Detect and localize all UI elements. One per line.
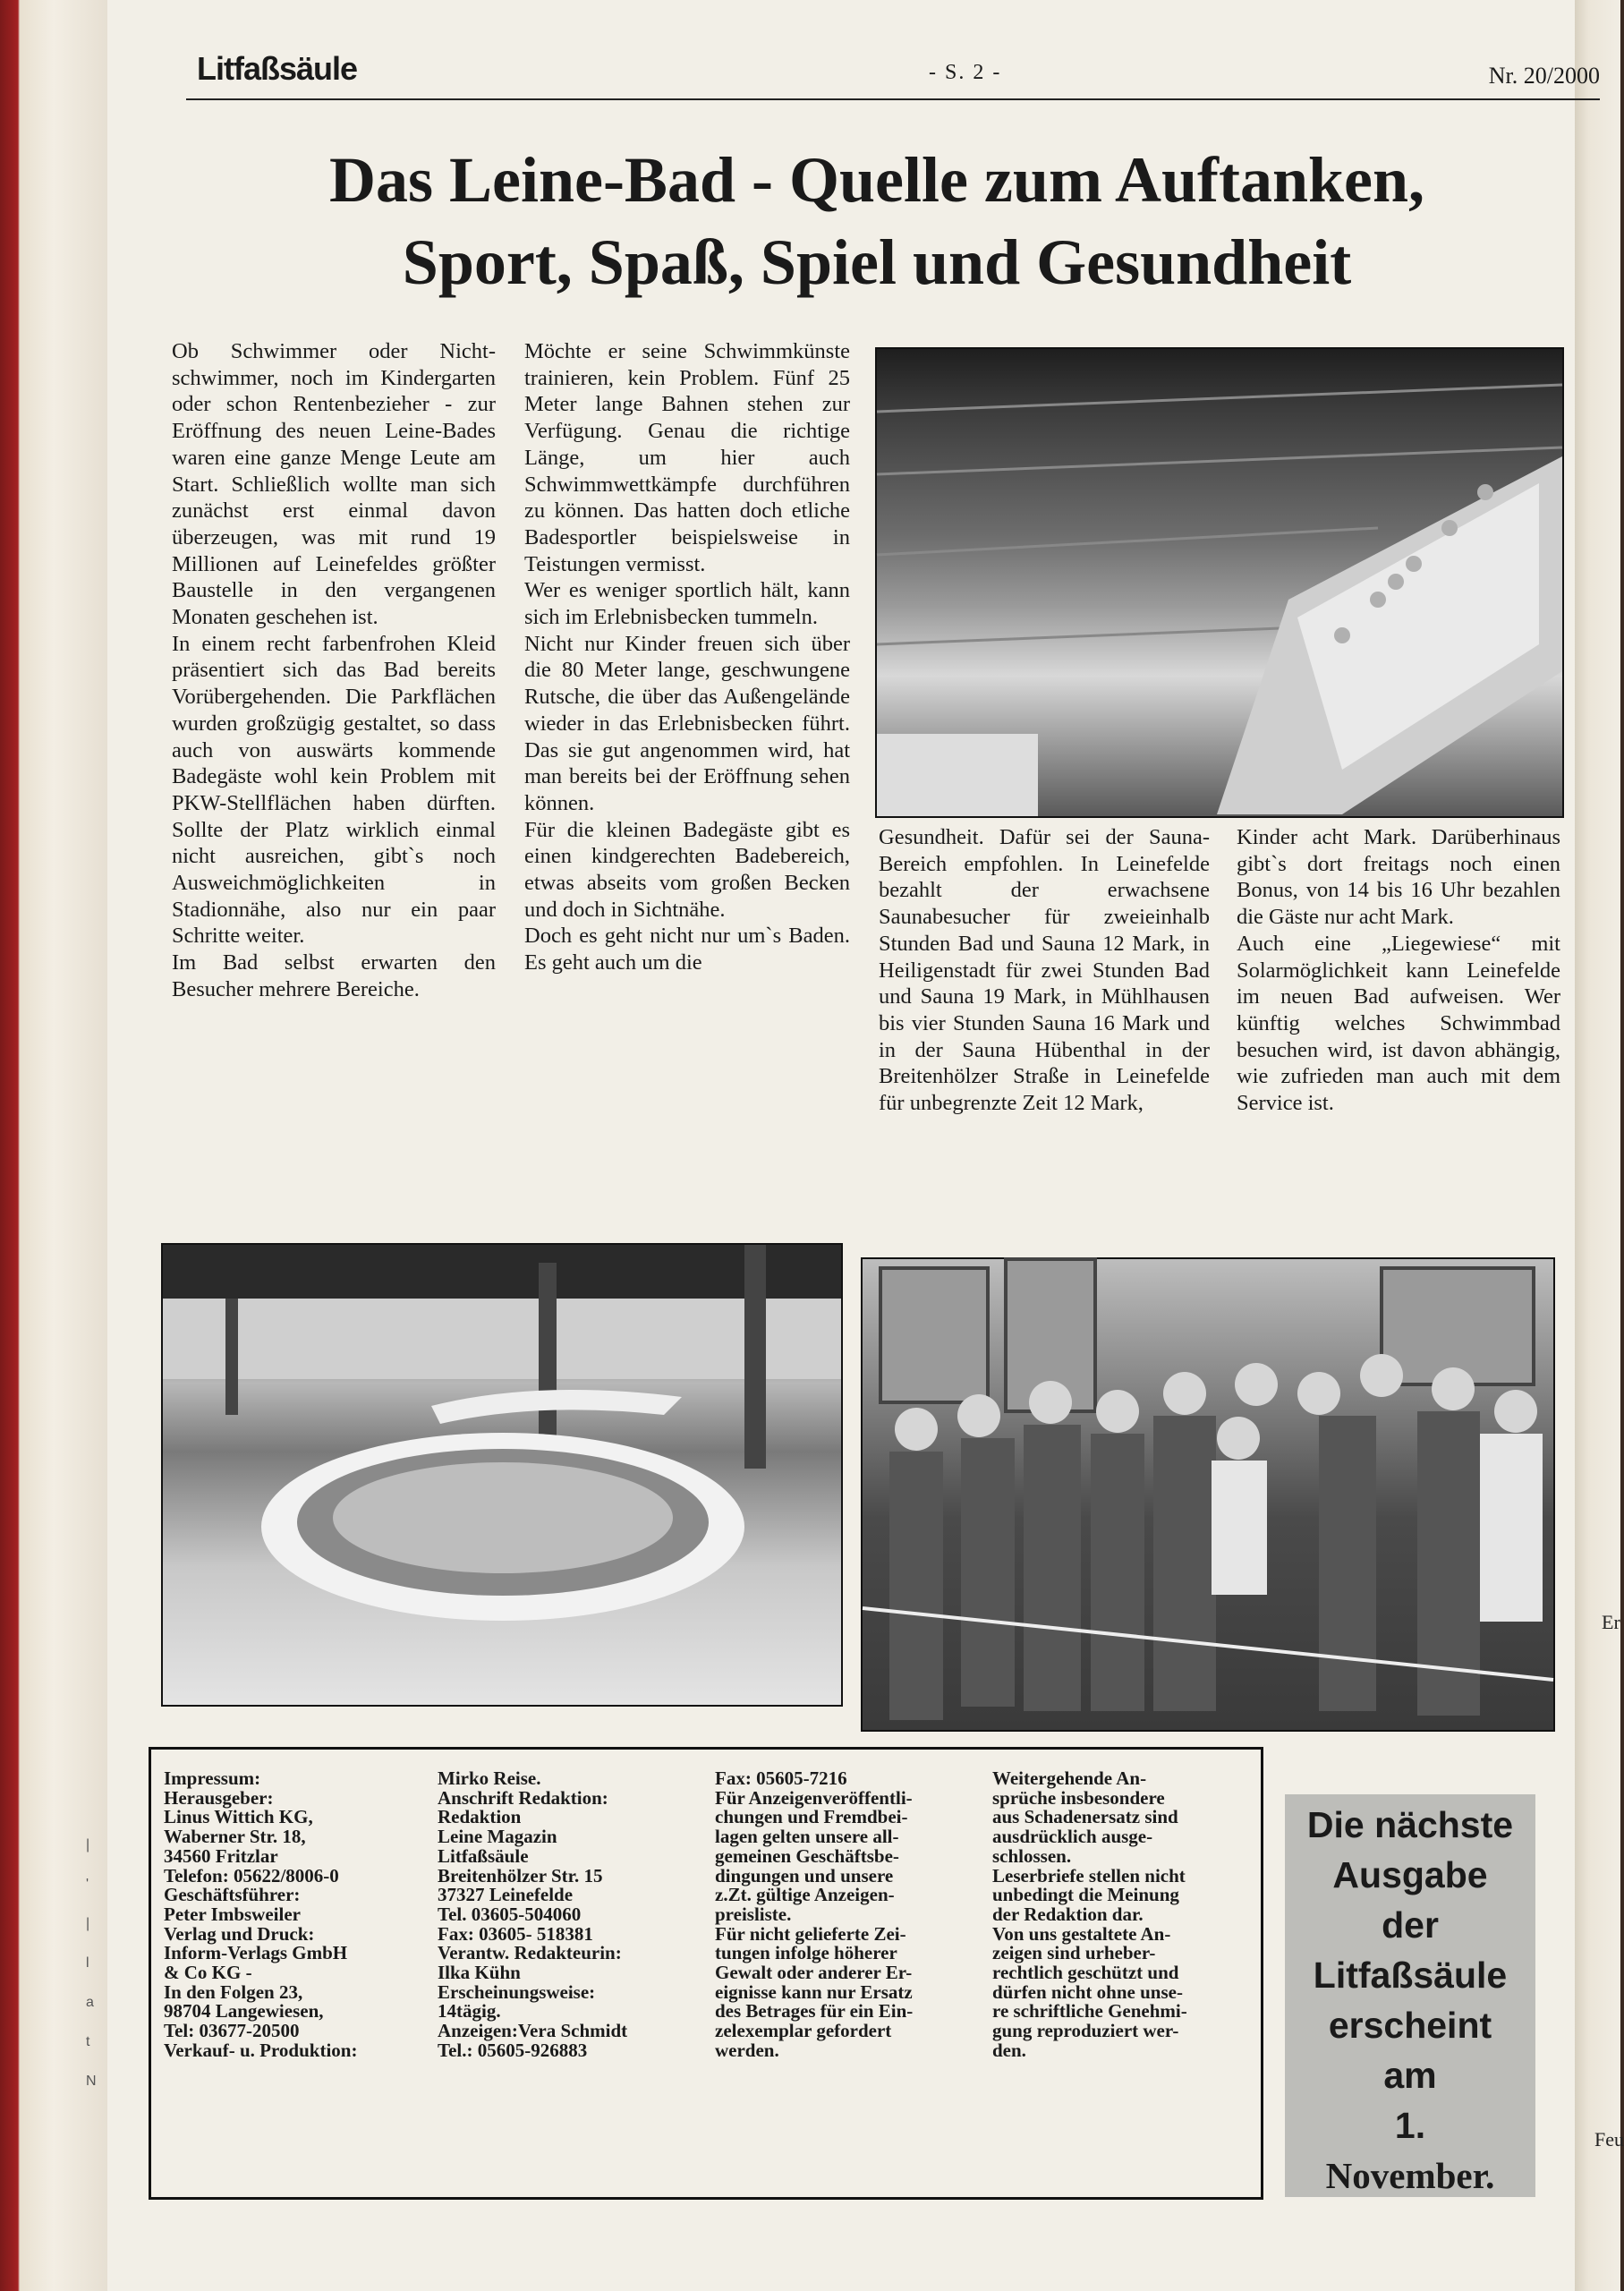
headline bbox=[161, 139, 1593, 303]
article-column-3 bbox=[879, 824, 1210, 1117]
header-rule bbox=[186, 98, 1600, 100]
photo-pool-gallery-image bbox=[877, 349, 1562, 816]
imprint-box bbox=[149, 1747, 1263, 2200]
article-paragraph: Doch es geht nicht nur um`s Baden. Es geht auch um die bbox=[524, 924, 850, 975]
photo-opening-crowd-image bbox=[863, 1259, 1553, 1730]
article-paragraph: Möchte er seine Schwimmkünste trainieren, kein Problem. Fünf 25 Meter lange Bahnen stehen zur Verfügung. Genau die richtige Länge, um hier auch Schwimmwettkämpfe durchführen zu können. Das hatten doch etliche Badesportler beispielsweise in Teistungen vermisst. bbox=[524, 339, 850, 576]
article-paragraph: Gesundheit. Dafür sei der Sauna-Bereich empfohlen. In Leinefelde bezahlt der erwachsene Saunabesucher für zweieinhalb Stunden Bad und Sauna 12 Mark, in Heiligenstadt für zwei Stunden Bad und Sauna 19 Mark, in Mühlhausen bis vier Stunden Sauna 16 Mark und in der Sauna Hübenthal in der Breitenhölzer Straße in Leinefelde für unbegrenzte Zeit 12 Mark, bbox=[879, 825, 1210, 1116]
adjacent-page-fragment: Feu bbox=[1594, 2128, 1624, 2150]
article-column-4 bbox=[1237, 824, 1560, 1117]
article-paragraph: Auch eine „Liegewiese“ mit Solarmöglichkeit kann Leinefelde im neuen Bad aufweisen. Wer künftig welches Schwimmbad besuchen wird, ist davon abhängig, wie zufrieden man auch mit dem Service ist. bbox=[1237, 931, 1560, 1116]
article-paragraph: In einem recht farbenfrohen Kleid präsentiert sich das Bad bereits Vorübergehenden. Die Parkflächen wurden großzügig gestaltet, so dass auch von auswärts kommende Badegäste wohl kein Problem mit PKW-Stellflächen haben dürften. Sollte der Platz wirklich einmal nicht ausreichen, gibt`s noch Ausweichmöglichkeiten in Stadionnähe, also nur ein paar Schritte weiter. bbox=[172, 631, 496, 949]
photo-opening-crowd bbox=[861, 1257, 1555, 1732]
issue-number: Nr. 20/2000 bbox=[1488, 63, 1600, 89]
next-issue-notice: Die nächste Ausgabe der Litfaßsäule erscheint am 1. November. bbox=[1285, 1794, 1535, 2197]
photo-pool-gallery bbox=[875, 347, 1564, 818]
spine-marks: | ' | l a t N bbox=[86, 1837, 97, 2089]
page-header bbox=[186, 45, 1600, 98]
headline-line-2: Sport, Spaß, Spiel und Gesundheit bbox=[402, 226, 1352, 298]
masthead-logo: Litfaßsäule bbox=[197, 50, 358, 87]
article-paragraph: Ob Schwimmer oder Nicht-schwimmer, noch im Kindergarten oder schon Rentenbezieher - zur Eröffnung des neuen Leine-Bades waren eine ganze Menge Leute am Start. Schließlich wollte man sich zunächst erst einmal davon überzeugen, was mit rund 19 Millionen auf Leinefeldes größter Baustelle in den vergangenen Monaten geschehen ist. bbox=[172, 339, 496, 630]
headline-line-1: Das Leine-Bad - Quelle zum Auftanken, bbox=[328, 144, 1425, 216]
page-number: - S. 2 - bbox=[929, 61, 1002, 84]
article-paragraph: Wer es weniger sportlich hält, kann sich im Erlebnisbecken tummeln. bbox=[524, 578, 850, 630]
photo-pool-jacuzzi-image bbox=[163, 1245, 841, 1705]
article-column-1 bbox=[172, 338, 496, 1003]
imprint-column-4: Weitergehende An- sprüche insbesondere aus Schadenersatz sind ausdrücklich ausge- schlossen. Leserbriefe stellen nicht unbedingt die Meinung der Redaktion dar. Von uns gestaltete An- zeigen sind urheber- rechtlich geschützt und dürfen nicht ohne unse- re schriftliche Genehmi- gung reproduziert wer- den. bbox=[992, 1767, 1187, 2061]
adjacent-page-fragment: Er bbox=[1602, 1611, 1620, 1633]
article-paragraph: Nicht nur Kinder freuen sich über die 80 Meter lange, geschwungene Rutsche, die über das Außengelände wieder in das Erlebnisbecken führt. Das sie gut angenommen wird, hat man bereits bei der Eröffnung sehen können. bbox=[524, 631, 850, 815]
imprint-column-3: Fax: 05605-7216 Für Anzeigenveröffentli- chungen und Fremdbei- lagen gelten unsere all- gemeinen Geschäftsbe- dingungen und unsere z.Zt. gültige Anzeigen- preisliste. Für nicht gelieferte Zei- tungen infolge höherer Gewalt oder anderer Er- eignisse kann nur Ersatz des Betrages für ein Ein- zelexemplar gefordert werden. bbox=[715, 1767, 914, 2061]
adjacent-page-edge bbox=[1575, 0, 1624, 2291]
article-column-2 bbox=[524, 338, 850, 976]
imprint-column-2: Mirko Reise. Anschrift Redaktion: Redaktion Leine Magazin Litfaßsäule Breitenhölzer Str. 15 37327 Leinefelde Tel. 03605-504060 Fax: 03605- 518381 Verantw. Redakteurin: Ilka Kühn Erscheinungsweise: 14tägig. Anzeigen:Vera Schmidt Tel.: 05605-926883 bbox=[438, 1767, 628, 2061]
newspaper-page bbox=[107, 0, 1600, 2291]
imprint-column-1: Impressum: Herausgeber: Linus Wittich KG, Waberner Str. 18, 34560 Fritzlar Telefon: 05622/8006-0 Geschäftsführer: Peter Imbsweiler Verlag und Druck: Inform-Verlags GmbH & Co KG - In den Folgen 23, 98704 Langewiesen, Tel: 03677-20500 Verkauf- u. Produktion: bbox=[164, 1767, 358, 2061]
article-paragraph: Im Bad selbst erwarten den Besucher mehrere Bereiche. bbox=[172, 950, 496, 1001]
article-paragraph: Kinder acht Mark. Darüberhinaus gibt`s dort freitags noch einen Bonus, von 14 bis 16 Uhr bezahlen die Gäste nur acht Mark. bbox=[1237, 825, 1560, 930]
article-paragraph: Für die kleinen Badegäste gibt es einen kindgerechten Badebereich, etwas abseits vom großen Becken und doch in Sichtnähe. bbox=[524, 817, 850, 922]
photo-pool-jacuzzi bbox=[161, 1243, 843, 1707]
